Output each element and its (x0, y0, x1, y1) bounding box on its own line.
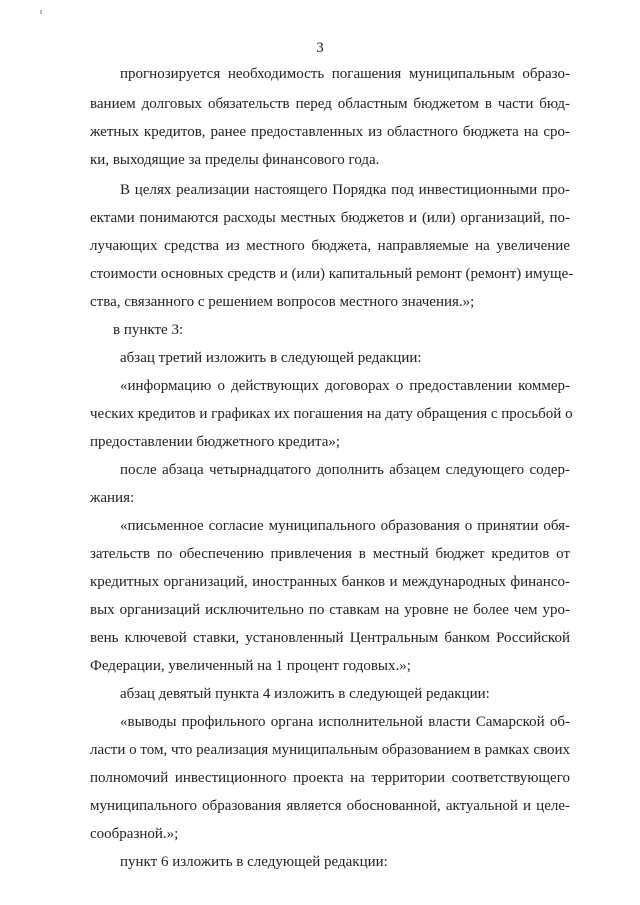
text-line-20: вых организаций исключительно по ставкам на уровне не более чем уро- (90, 602, 570, 618)
text-line-14: предоставлении бюджетного кредита»; (90, 434, 341, 450)
text-line-29: пункт 6 изложить в следующей редакции: (120, 854, 388, 870)
text-line-27: муниципального образования является обоснованной, актуальной и целе- (90, 798, 570, 814)
text-line-22: Федерации, увеличенный на 1 процент годовых.»; (90, 658, 411, 674)
text-line-11: абзац третий изложить в следующей редакции: (120, 350, 422, 366)
text-line-16: жания: (90, 490, 135, 506)
text-line-2: ванием долговых обязательств перед областным бюджетом в части бюд- (90, 96, 570, 112)
text-line-15: после абзаца четырнадцатого дополнить абзацем следующего содер- (120, 462, 570, 478)
text-line-7: лучающих средства из местного бюджета, направляемые на увеличение (90, 238, 570, 254)
text-line-3: жетных кредитов, ранее предоставленных из областного бюджета на сро- (90, 124, 570, 140)
text-line-8: стоимости основных средств и (или) капитальный ремонт (ремонт) имуще- (90, 266, 574, 282)
text-line-5: В целях реализации настоящего Порядка под инвестиционными про- (120, 182, 570, 198)
text-line-6: ектами понимаются расходы местных бюджетов и (или) организаций, по- (90, 210, 570, 226)
text-line-28: сообразной.»; (90, 826, 179, 842)
text-line-10: в пункте 3: (113, 322, 184, 338)
text-line-1: прогнозируется необходимость погашения муниципальным образо- (120, 66, 570, 82)
text-line-23: абзац девятый пункта 4 изложить в следующей редакции: (120, 686, 490, 702)
text-line-17: «письменное согласие муниципального образования о принятии обя- (120, 518, 570, 534)
text-line-13: ческих кредитов и графиках их погашения на дату обращения с просьбой о (90, 406, 573, 422)
text-line-9: ства, связанного с решением вопросов местного значения.»; (90, 294, 475, 310)
text-line-21: вень ключевой ставки, установленный Центральным банком Российской (90, 630, 570, 646)
scan-artifact-mark (40, 10, 42, 14)
text-line-25: ласти о том, что реализация муниципальным образованием в рамках своих (90, 742, 570, 758)
text-line-4: ки, выходящие за пределы финансового года. (90, 152, 380, 168)
text-line-26: полномочий инвестиционного проекта на территории соответствующего (90, 770, 570, 786)
text-line-24: «выводы профильного органа исполнительной власти Самарской об- (120, 714, 570, 730)
page-number: 3 (316, 40, 324, 56)
text-line-19: кредитных организаций, иностранных банков и международных финансо- (90, 574, 570, 590)
text-line-18: зательств по обеспечению привлечения в местный бюджет кредитов от (90, 546, 570, 562)
text-line-12: «информацию о действующих договорах о предоставлении коммер- (120, 378, 570, 394)
